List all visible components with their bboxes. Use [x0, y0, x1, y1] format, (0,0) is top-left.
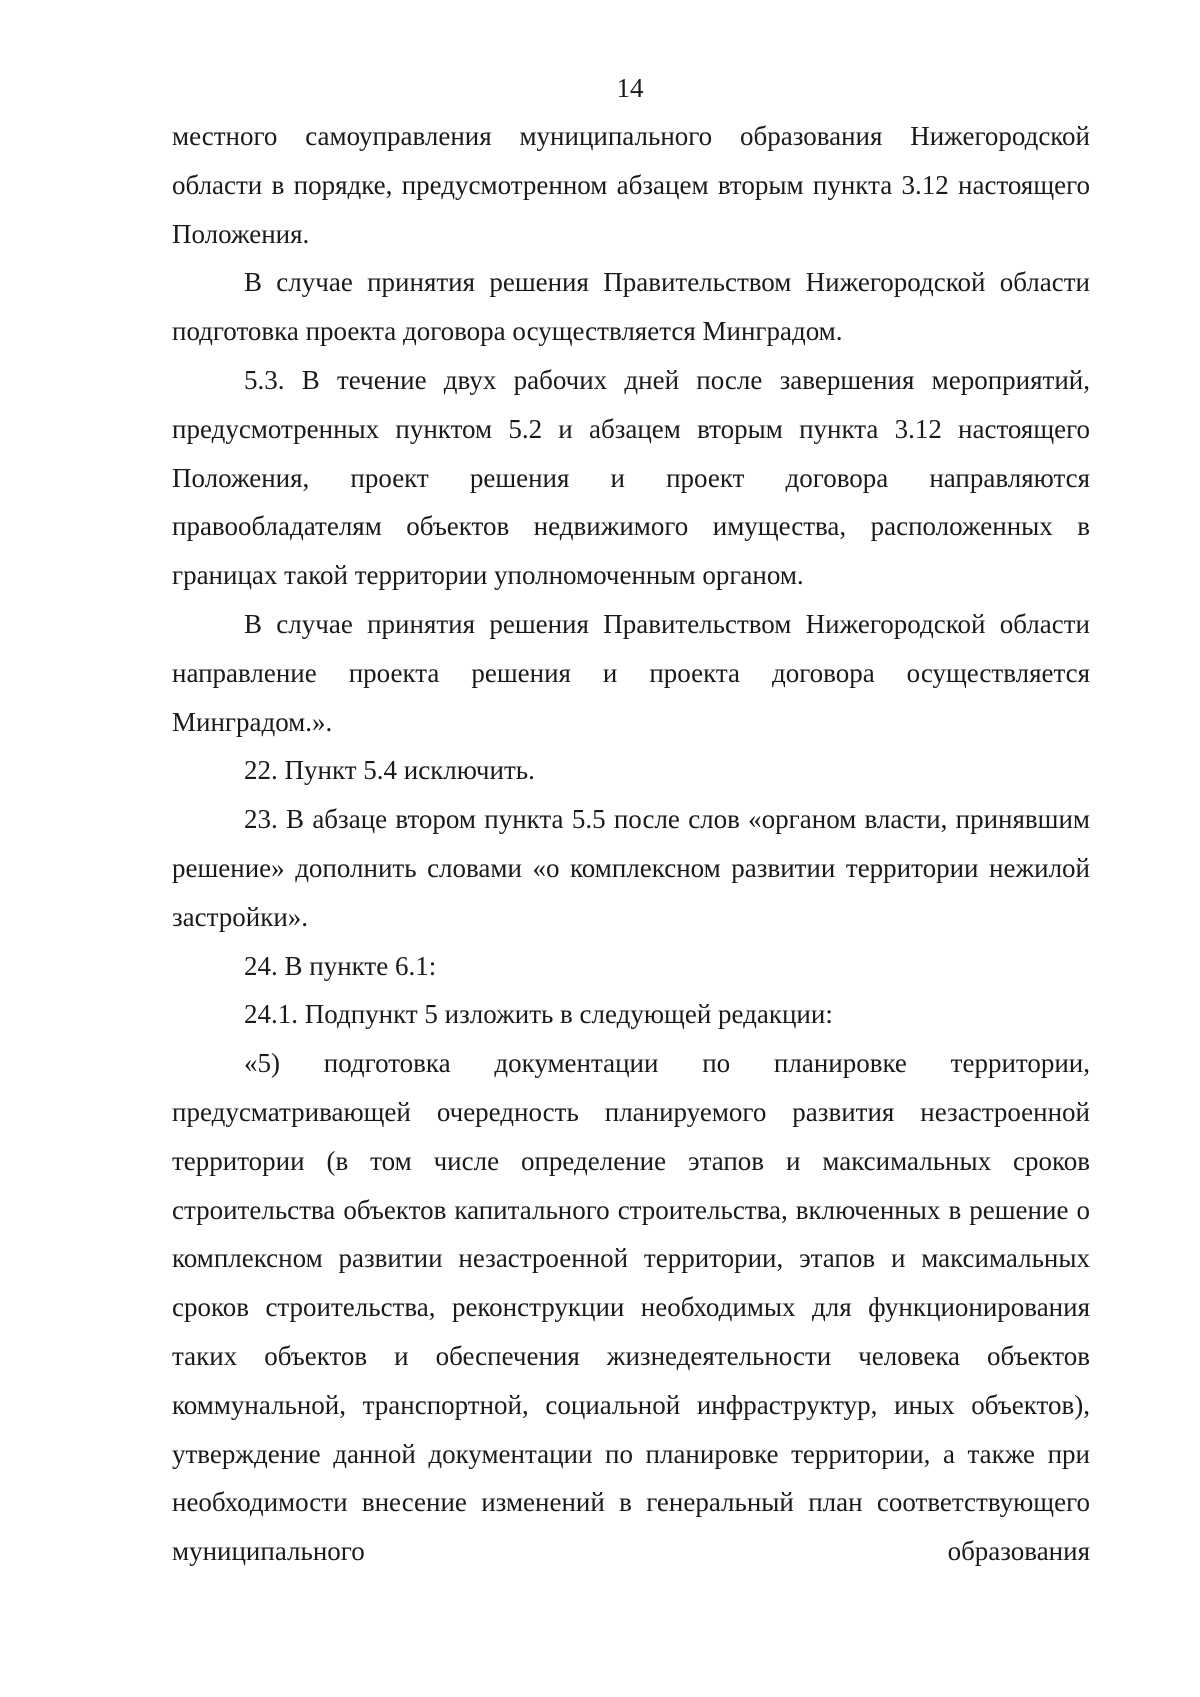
- paragraph-item-24: 24. В пункте 6.1:: [244, 950, 437, 981]
- paragraph-item-22: 22. Пункт 5.4 исключить.: [244, 755, 535, 786]
- paragraph-government-decision-sending: В случае принятия решения Правительством Нижегородской области направление проекта решения и проекта договора осуществляется Минградом.».: [172, 608, 1090, 737]
- page-number: 14: [616, 73, 644, 103]
- paragraph-item-5-3: 5.3. В течение двух рабочих дней после завершения мероприятий, предусмотренных пунктом 5.2 и абзацем вторым пункта 3.12 настоящего Положения, проект решения и проект договора направляются правообладателям объектов недвижимого имущества, расположенных в границах такой территории уполномоченным органом.: [172, 364, 1090, 591]
- paragraph-item-23: 23. В абзаце втором пункта 5.5 после слов «органом власти, принявшим решение» дополнить словами «о комплексном развитии территории нежилой застройки».: [172, 804, 1090, 932]
- paragraph-subitem-5-text: «5) подготовка документации по планировке территории, предусматривающей очередность планируемого развития незастроенной территории (в том числе определение этапов и максимальных сроков строительства объектов капитального строительства, включенных в решение о комплексном развитии незастроенной территории, этапов и максимальных сроков строительства, реконструкции необходимых для функционирования таких объектов и обеспечения жизнедеятельности человека объектов коммунальной, транспортной, социальной инфраструктур, иных объектов), утверждение данной документации по планировке территории, а также при необходимости внесение изменений в генеральный план соответствующего муниципального образования: [172, 1048, 1090, 1567]
- paragraph-government-decision-preparation: В случае принятия решения Правительством Нижегородской области подготовка проекта договора осуществляется Минградом.: [172, 267, 1090, 347]
- paragraph-continuation: местного самоуправления муниципального образования Нижегородской области в порядке, предусмотренном абзацем вторым пункта 3.12 настоящего Положения.: [172, 121, 1090, 249]
- paragraph-item-24-1: 24.1. Подпункт 5 изложить в следующей редакции:: [244, 999, 833, 1030]
- document-body: [172, 112, 1090, 1576]
